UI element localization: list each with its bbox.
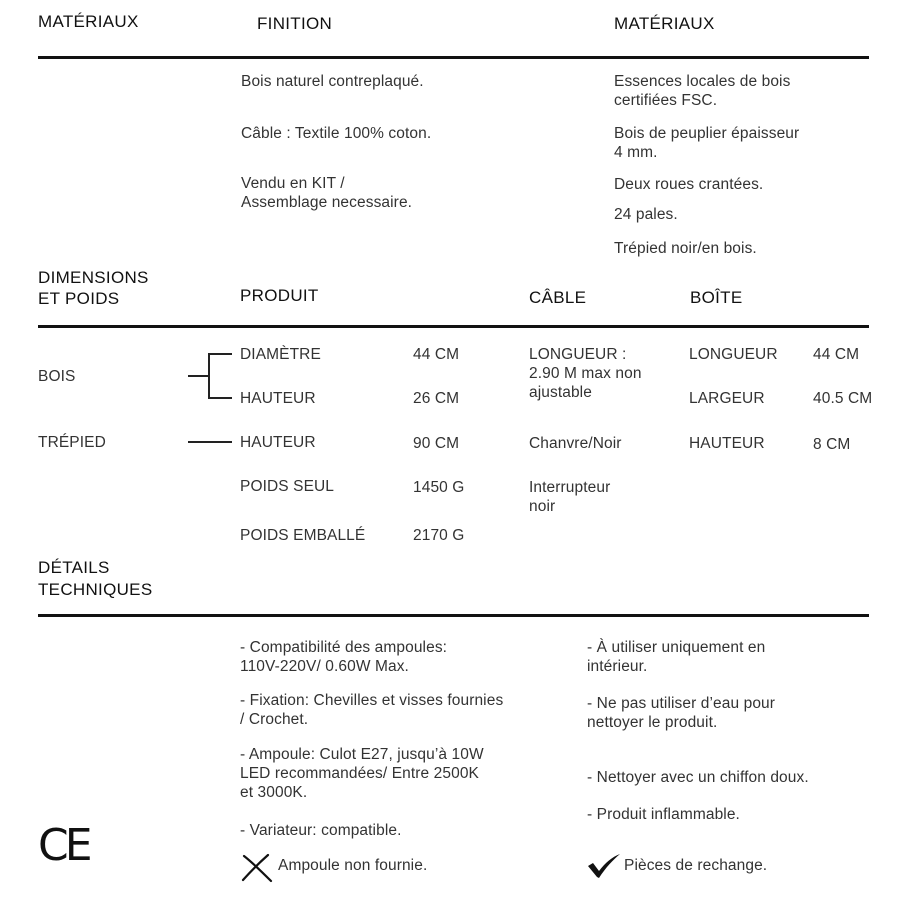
boite-value: 44 CM (813, 346, 860, 363)
details-left-item: - Compatibilité des ampoules: 110V-220V/ 0.60W Max. (240, 639, 448, 675)
cable-item: Chanvre/Noir (529, 435, 622, 452)
checkmark-icon (586, 853, 622, 879)
details-left-item: - Ampoule: Culot E27, jusqu’à 10W LED recommandées/ Entre 2500K et 3000K. (240, 746, 484, 801)
materiaux-item: Deux roues crantées. (614, 176, 764, 193)
bracket-stem (188, 375, 209, 377)
bracket-bottom-arm (208, 397, 232, 399)
cable-item: LONGUEUR : 2.90 M max non ajustable (529, 346, 642, 401)
produit-value: 44 CM (413, 346, 460, 363)
produit-value: 2170 G (413, 527, 465, 544)
details-left-item: - Variateur: compatible. (240, 822, 402, 839)
cable-item: Interrupteur noir (529, 479, 611, 515)
cross-icon (241, 853, 275, 883)
produit-label: HAUTEUR (240, 434, 316, 451)
finition-item: Câble : Textile 100% coton. (241, 125, 432, 142)
details-right-item: - À utiliser uniquement en intérieur. (587, 639, 766, 675)
boite-label: LARGEUR (689, 390, 765, 407)
section-rule-details (38, 614, 869, 617)
produit-label: DIAMÈTRE (240, 346, 321, 363)
materiaux-item: Bois de peuplier épaisseur 4 mm. (614, 125, 800, 161)
finition-heading: FINITION (257, 14, 333, 33)
produit-value: 1450 G (413, 479, 465, 496)
details-right-item: - Nettoyer avec un chiffon doux. (587, 769, 809, 786)
details-left-item: - Fixation: Chevilles et visses fournies / Crochet. (240, 692, 504, 728)
no-bulb-text: Ampoule non fournie. (278, 857, 428, 874)
details-right-item: - Produit inflammable. (587, 806, 740, 823)
materiaux-item: 24 pales. (614, 206, 678, 223)
materiaux-item: Trépied noir/en bois. (614, 240, 757, 257)
produit-value: 26 CM (413, 390, 460, 407)
spare-parts-text: Pièces de rechange. (624, 857, 768, 874)
details-heading: DÉTAILS TECHNIQUES (38, 558, 153, 599)
group-label-bois: BOIS (38, 368, 76, 385)
dimensions-heading: DIMENSIONS ET POIDS (38, 268, 149, 308)
materiaux-right-heading: MATÉRIAUX (614, 14, 715, 33)
boite-label: HAUTEUR (689, 435, 765, 452)
materiaux-item: Essences locales de bois certifiées FSC. (614, 73, 791, 109)
finition-item: Vendu en KIT / Assemblage necessaire. (241, 175, 413, 211)
produit-label: POIDS EMBALLÉ (240, 527, 366, 544)
boite-label: LONGUEUR (689, 346, 778, 363)
boite-heading: BOÎTE (690, 288, 743, 307)
details-right-item: - Ne pas utiliser d’eau pour nettoyer le produit. (587, 695, 776, 731)
produit-heading: PRODUIT (240, 286, 319, 305)
section-rule-dimensions (38, 325, 869, 328)
boite-value: 40.5 CM (813, 390, 873, 407)
finition-item: Bois naturel contreplaqué. (241, 73, 424, 90)
produit-label: HAUTEUR (240, 390, 316, 407)
trepied-connector (188, 441, 232, 443)
cable-heading: CÂBLE (529, 288, 587, 307)
boite-value: 8 CM (813, 436, 851, 453)
bracket-vertical (208, 353, 210, 398)
produit-value: 90 CM (413, 435, 460, 452)
group-label-trepied: TRÉPIED (38, 434, 106, 451)
materiaux-heading: MATÉRIAUX (38, 12, 139, 31)
section-rule-materiaux (38, 56, 869, 59)
produit-label: POIDS SEUL (240, 478, 335, 495)
bracket-top-arm (208, 353, 232, 355)
ce-mark-logo: CE (38, 820, 89, 871)
